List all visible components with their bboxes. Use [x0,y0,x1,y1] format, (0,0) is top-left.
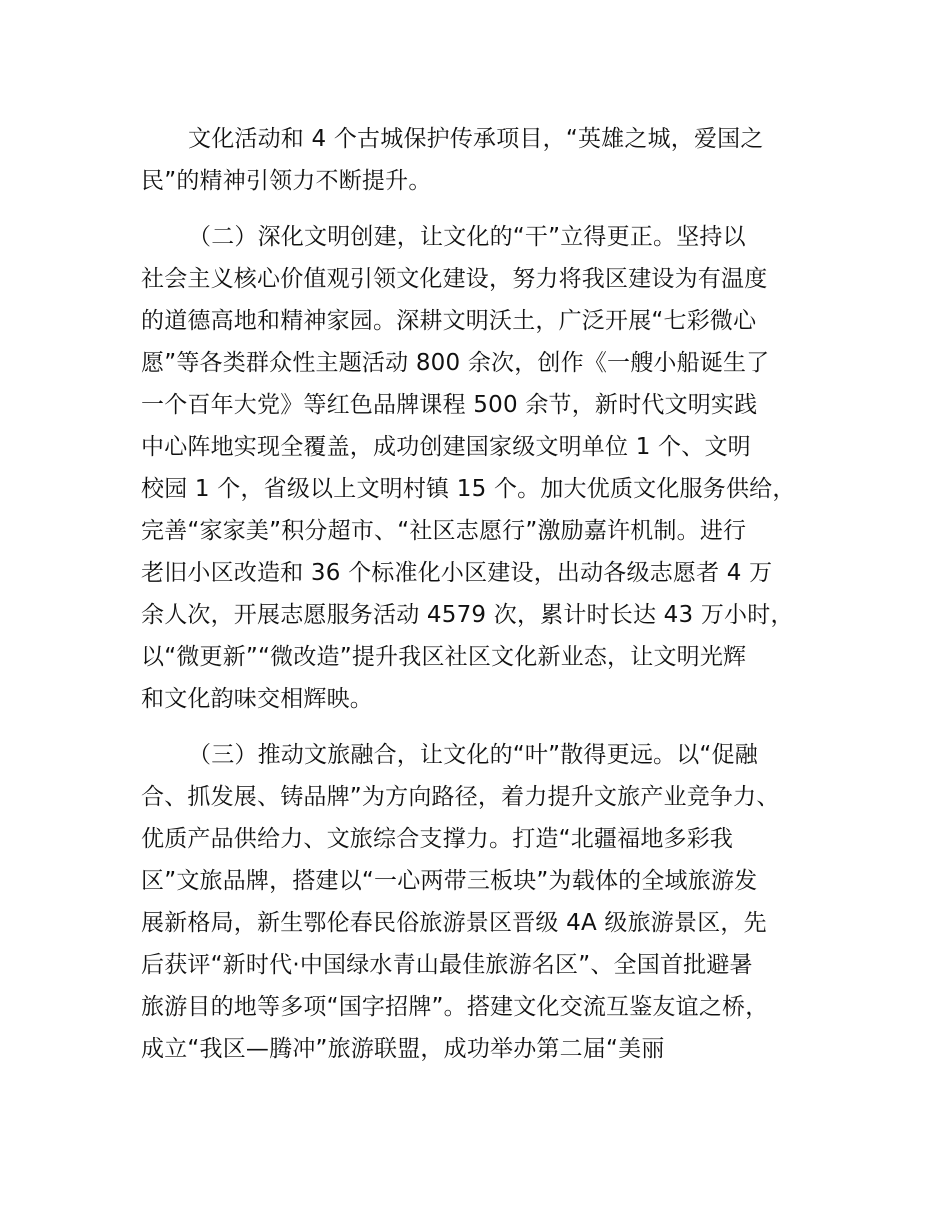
section-two-line-9: 老旧小区改造和 36 个标准化小区建设，出动各级志愿者 4 万 [141,560,773,586]
section-two-line-10: 余人次，开展志愿服务活动 4579 次，累计时长达 43 万小时， [141,602,794,628]
section-three-heading-line: （三）推动文旅融合，让文化的“叶”散得更远。以“促融 [188,742,758,768]
section-two-line-3: 的道德高地和精神家园。深耕文明沃土，广泛开展“七彩微心 [141,308,757,334]
section-three-line-2: 合、抓发展、铸品牌”为方向路径，着力提升文旅产业竞争力、 [141,784,780,810]
section-two-line-7: 校园 1 个，省级以上文明村镇 15 个。加大优质文化服务供给， [141,476,796,502]
section-two-line-5: 一个百年大党》等红色品牌课程 500 余节，新时代文明实践 [141,392,758,418]
section-three-line-4: 区”文旅品牌，搭建以“一心两带三板块”为载体的全域旅游发 [141,868,758,894]
section-three-line-7: 旅游目的地等多项“国字招牌”。搭建文化交流互鉴友谊之桥， [141,994,769,1020]
section-two-line-8: 完善“家家美”积分超市、“社区志愿行”激励嘉许机制。进行 [141,518,747,544]
section-three-line-5: 展新格局，新生鄂伦春民俗旅游景区晋级 4A 级旅游景区，先 [141,910,767,936]
paragraph-continuation-line-1: 文化活动和 4 个古城保护传承项目，“英雄之城，爱国之 [188,126,764,152]
section-two-heading-line: （二）深化文明创建，让文化的“干”立得更正。坚持以 [188,224,746,250]
section-two-line-4: 愿”等各类群众性主题活动 800 余次，创作《一艘小船诞生了 [141,350,770,376]
section-three-line-6: 后获评“新时代·中国绿水青山最佳旅游名区”、全国首批避暑 [141,952,753,978]
section-two-line-2: 社会主义核心价值观引领文化建设，努力将我区建设为有温度 [141,266,768,292]
paragraph-continuation-line-2: 民”的精神引领力不断提升。 [141,168,432,194]
section-three-line-8: 成立“我区—腾冲”旅游联盟，成功举办第二届“美丽 [141,1036,665,1062]
section-three-line-3: 优质产品供给力、文旅综合支撑力。打造“北疆福地多彩我 [141,826,734,852]
section-two-line-11: 以“微更新”“微改造”提升我区社区文化新业态，让文明光辉 [141,644,747,670]
section-two-line-6: 中心阵地实现全覆盖，成功创建国家级文明单位 1 个、文明 [141,434,751,460]
section-two-line-12: 和文化韵味交相辉映。 [141,686,373,712]
